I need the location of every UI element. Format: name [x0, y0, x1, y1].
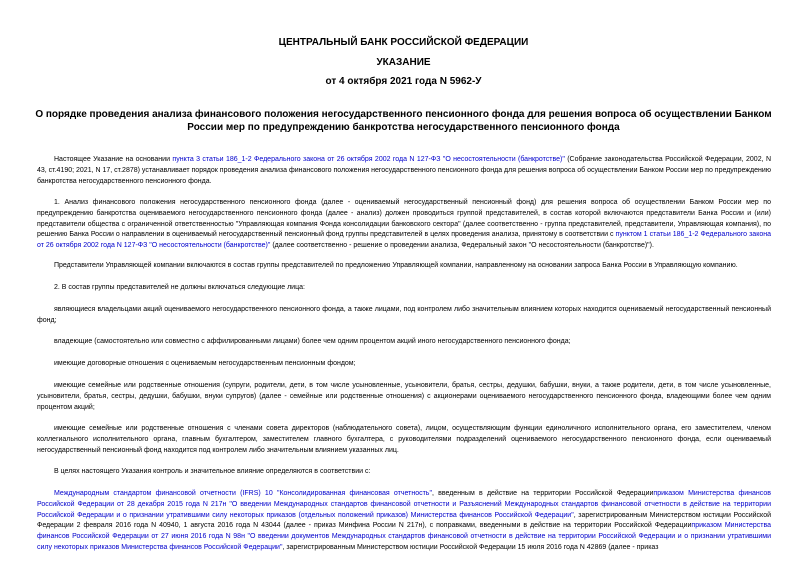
paragraph-shareholders: являющиеся владельцами акций оцениваемого негосударственного пенсионного фонда, а также лицами, под контролем либо значительным влиянием которых находится оцениваемый негосударственный пенсионный фонд;: [37, 306, 771, 324]
paragraph-text: , зарегистрированным Министерством юстиции Российской Федерации 15 июля 2016 года N 42869 (далее - приказ: [282, 543, 659, 551]
document-subject: О порядке проведения анализа финансового положения негосударственного пенсионного фонда для решения вопроса об осуществлении Банком России мер по предупреждению банкротства негосударственного пенсионного фонда: [35, 109, 772, 133]
paragraph-text: 1. Анализ финансового положения негосударственного пенсионного фонда (далее - оцениваемый негосударственный пенсионный фонд) для решения вопроса об осуществлении Банком России мер по предупреждению банкротства оцениваемого негосударственного пенсионного фонда (далее - анализ) должен проводиться группой представителей, в состав которой включаются представители Банка России и (или) представители общества с ограниченной ответственностью "Управляющая компания Фонда консолидации банковского сектора" (далее соответственно - группа представителей, представители, Управляющая компания), по решению Банка России о направлении в оцениваемый негосударственный пенсионный фонд группы представителей в целях проведения анализа, принятому в соответствии с: [37, 199, 771, 239]
paragraph-preamble: [37, 155, 771, 187]
paragraph-contractual-relations: имеющие договорные отношения с оцениваемым негосударственным пенсионным фондом;: [54, 360, 356, 367]
paragraph-text: , введенным в действие на территории Российской Федерации: [431, 490, 654, 497]
paragraph-text: (Собрание законодательства Российской Федерации, 2002, N 43, ст.4190; 2021, N 17, ст.2878) устанавливает порядок проведения анализа финансового положения негосударственного пенсионного фонда для решения вопроса об осуществлении Банком России мер по предупреждению банкротства негосударственного пенсионного фонда.: [37, 156, 771, 185]
law-reference-link[interactable]: пунктом 1 статьи 186_1-2 Федерального закона от 26 октября 2002 года N 127-ФЗ "О несостоятельности (банкротстве)": [37, 231, 771, 250]
paragraph-family-management: имеющие семейные или родственные отношения с членами совета директоров (наблюдательного совета), лицом, осуществляющим функции единоличного исполнительного органа, его заместителем, членом коллегиального исполнительного органа, главным бухгалтером, заместителем главного бухгалтера, с руководителями подразделений оцениваемого негосударственного пенсионного фонда, если оцениваемый негосударственный пенсионный фонд находится под контролем либо значительным влиянием указанных лиц.: [37, 425, 771, 454]
issuer-title: ЦЕНТРАЛЬНЫЙ БАНК РОССИЙСКОЙ ФЕДЕРАЦИИ: [278, 37, 529, 48]
paragraph-ifrs-reference: [37, 489, 771, 554]
paragraph-text: (далее соответственно - решение о проведении анализа, Федеральный закон "О несостоятельности (банкротстве)").: [270, 242, 654, 250]
document-type: УКАЗАНИЕ: [376, 57, 431, 68]
paragraph-text: , зарегистрированным Министерством юстиции Российской Федерации 2 февраля 2016 года N 40940, 1 августа 2016 года N 43044 (далее - приказ Минфина России N 217н), с поправками, введенными в действие на территории Российской Федерации: [37, 511, 771, 530]
paragraph-control-definition: В целях настоящего Указания контроль и значительное влияние определяются в соответствии с:: [54, 468, 371, 475]
document-date-number: от 4 октября 2021 года N 5962-У: [325, 76, 482, 87]
ifrs-standard-link[interactable]: Международным стандартом финансовой отчетности (IFRS) 10 "Консолидированная финансовая отчетность": [54, 490, 432, 497]
paragraph-item-2: 2. В состав группы представителей не должны включаться следующие лица:: [54, 284, 305, 291]
law-reference-link[interactable]: пункта 3 статьи 186_1-2 Федерального закона от 26 октября 2002 года N 127-ФЗ "О несостоятельности (банкротстве)": [172, 156, 565, 163]
minfin-order-98n-link[interactable]: приказом Министерства финансов Российской Федерации от 27 июня 2016 года N 98н "О введении документов Международных стандартов финансовой отчетности в действие на территории Российской Федерации и о признании утратившими силу некоторых приказов Министерства финансов Российской Федерации": [37, 522, 772, 551]
paragraph-owners-other-fund: владеющие (самостоятельно или совместно с аффилированными лицами) более чем одним процентом акций иного негосударственного пенсионного фонда;: [54, 338, 571, 345]
paragraph-text: Настоящее Указание на основании: [54, 156, 173, 163]
paragraph-uk-representatives: Представители Управляющей компании включаются в состав группы представителей по предложению Управляющей компании, направленному на основании запроса Банка России в Управляющую компанию.: [54, 262, 738, 269]
paragraph-family-shareholders: имеющие семейные или родственные отношения (супруги, родители, дети, в том числе усыновленные, усыновители, братья, сестры, дедушки, бабушки, внуки, а также родители, дети, в том числе усыновленные, усыновители, братья, сестры, дедушки, бабушки, внуки супругов) (далее - семейные или родственные отношения) с акционерами оцениваемого негосударственного пенсионного фонда, владеющими более чем одним процентом акций;: [37, 382, 771, 411]
minfin-order-217n-link[interactable]: приказом Министерства финансов Российской Федерации от 28 декабря 2015 года N 217н "О введении Международных стандартов финансовой отчетности и Разъяснений Международных стандартов финансовой отчетности в действие на территории Российской Федерации и о признании утратившими силу некоторых приказов (отдельных положений приказов) Министерства финансов Российской Федерации": [37, 490, 771, 519]
paragraph-item-1: [37, 198, 771, 252]
